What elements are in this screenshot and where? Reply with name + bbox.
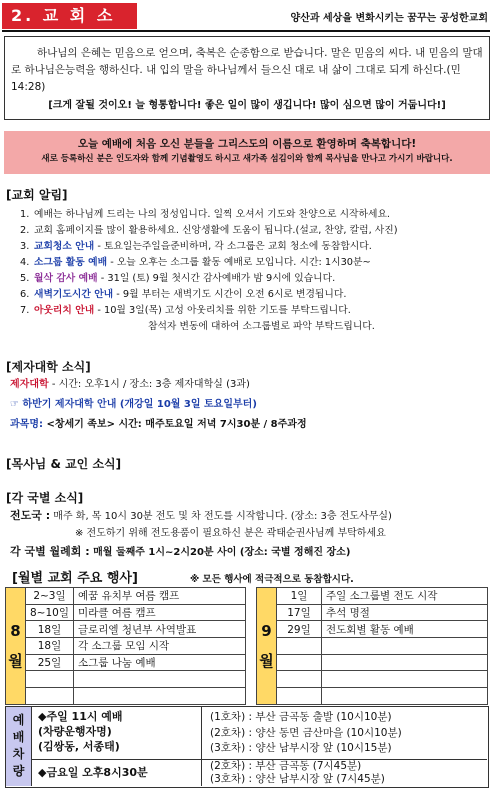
list-item: (1호차) : 부산 금곡동 출발 (10시10분) [210,711,392,723]
notice-item: 1. 예배는 하나님께 드리는 나의 정성입니다. 일찍 오셔서 기도와 찬양으로 시작하세요. [20,209,391,220]
monthly-events-title: [월별 교회 주요 행사] [12,571,138,586]
discipleship-course: 과목명: <창세기 족보> 시간: 매주토요일 저녁 7시30분 / 8주과정 [10,419,307,430]
table-row [257,688,488,705]
friday-routes [202,760,487,786]
september-events-table [256,587,488,705]
verse-box [4,36,490,120]
evangelism-dept: 전도국 : 매주 화, 목 10시 30분 전도 및 차 전도를 시작합니다. (장소: 3층 전도사무실) [10,509,392,522]
table-row: 9 월 1일 주일 소그룹별 전도 시작 [257,588,488,605]
sunday-service-info: ◆주일 11시 예배 (차량운행자명) (김쌍동, 서종태) [32,707,202,760]
notice-item: 3. 교회청소 안내 - 토요일는주일을준비하며, 각 소그룹은 교회 청소에 동참합시다. [20,241,372,252]
table-row [6,671,246,688]
transport-label: 예 배 차 량 [6,707,32,786]
sunday-routes [202,707,487,760]
monthly-events-note: ※ 모든 행사에 적극적으로 동참합시다. [190,574,354,585]
section-header [0,3,494,51]
verse-text: 하나님의 은혜는 믿음으로 얻으며, 축복은 순종함으로 받습니다. 말은 믿음의 씨다. 내 믿음의 말대로 하나님은능력을 행하신다. 내 입의 말을 하나님께서 들으신 대로 내 삶이 그대로 되게 하신다.(민 14:28) [11,47,483,93]
table-row [257,654,488,671]
notice-sub-note: 참석자 변동에 대하여 소그룹별로 파악 부탁드립니다. [148,321,375,332]
table-row [257,638,488,655]
table-row: 25일 소그룹 나눔 예배 [6,654,246,671]
notice-item: 4. 소그룹 활동 예배 - 오늘 오후는 소그룹 활동 예배로 모입니다. 시간: 1시30분~ [20,257,371,268]
table-row [6,688,246,705]
notices-title: [교회 알림] [6,188,68,202]
section-title: 2. 교 회 소 식 [2,3,137,29]
table-row: 8~10일 미라클 여름 캠프 [6,604,246,621]
welcome-line-2: 새로 등록하신 분은 인도자와 함께 기념촬영도 하시고 새가족 섬김이와 함께 목사님을 만나고 가시기 바랍니다. [41,154,453,164]
discipleship-title: [제자대학 소식] [6,360,91,374]
notice-item: 5. 월삭 감사 예배 - 31일 (토) 9월 첫시간 감사예배가 밤 9시에 있습니다. [20,273,336,284]
august-events-table [5,587,246,705]
verse-declaration: [크게 잘될 것이오! 늘 형통합니다! 좋은 일이 많이 생깁니다! 많이 심으면 많이 거둡니다!] [48,100,446,111]
table-row: 18일 각 소그룹 모임 시작 [6,638,246,655]
nation-news-info [10,507,392,561]
list-item: (3호차) : 양산 남부시장 앞 (7시45분) [210,773,385,785]
notice-item: 7. 아웃리치 안내 - 10월 3일(목) 고성 아웃리치를 위한 기도를 부탁드립니다. [20,305,351,316]
nation-news-title: [각 국별 소식] [6,491,84,505]
welcome-banner [4,131,490,174]
discipleship-time: 제자대학 - 시간: 오후1시 / 장소: 3층 제자대학실 (3과) [10,379,250,390]
monthly-meeting: 각 국별 월례회 : 매월 둘째주 1시~2시20분 사이 (장소: 국별 정해진 장소) [10,545,351,558]
table-row: 17일 추석 명절 [257,604,488,621]
worship-transport-box [5,706,489,788]
notice-item: 6. 새벽기도시간 안내 - 9월 부터는 새벽기도 시간이 오전 6시로 변경됩니다. [20,289,347,300]
list-item: (2호차) : 양산 동면 금산마을 (10시10분) [210,726,402,739]
table-row: 18일 글로리엘 청년부 사역발표 [6,621,246,638]
list-item: (3호차) : 양산 남부시장 앞 (10시15분) [210,742,392,754]
table-row [257,671,488,688]
table-row: 29일 전도회별 활동 예배 [257,621,488,638]
discipleship-announcement: ☞ 하반기 제자대학 안내 (개강일 10월 3일 토요일부터) [10,399,257,410]
friday-service-info: ◆금요일 오후8시30분 [32,760,202,786]
notices-list [20,207,485,335]
discipleship-info [10,375,307,435]
welcome-line-1: 오늘 예배에 처음 오신 분들을 그리스도의 이름으로 환영하며 축복합니다! [77,138,417,150]
church-slogan: 양산과 세상을 변화시키는 꿈꾸는 공성한교회 [290,13,488,24]
month-label-september: 9 월 [257,588,277,705]
evangelism-note: ※ 전도하기 위해 전도용품이 필요하신 분은 곽태순권사님께 부탁하세요 [75,528,386,539]
notice-item: 2. 교회 홈페이지를 많이 활용하세요. 신앙생활에 도움이 됩니다.(설교, 찬양, 칼럼, 사진) [20,225,398,236]
table-row: 8 월 2~3일 예꿈 유치부 여름 캠프 [6,588,246,605]
pastor-news-title: [목사님 & 교인 소식] [6,457,122,471]
month-label-august: 8 월 [6,588,26,705]
list-item: (2호차) : 부산 금곡동 (7시45분) [210,760,362,772]
header-divider [2,30,490,32]
